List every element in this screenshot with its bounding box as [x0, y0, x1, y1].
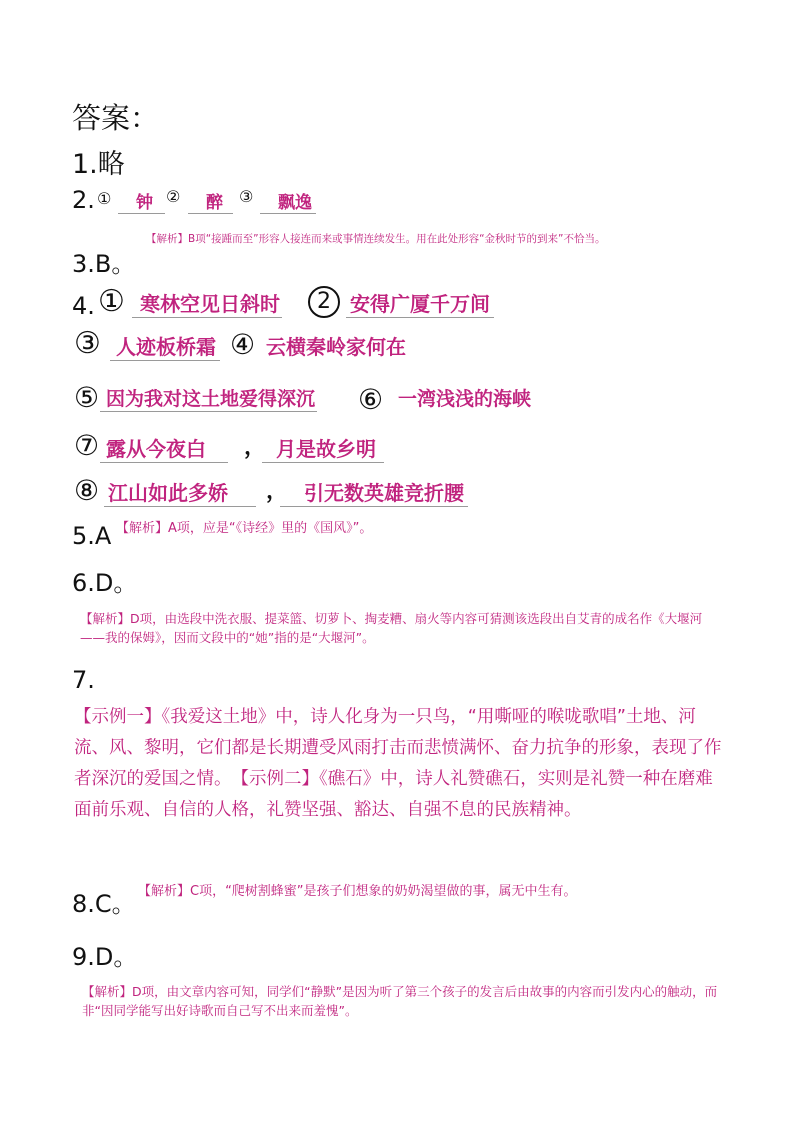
answer-blank: 钟: [118, 188, 165, 214]
comma: ，: [266, 479, 289, 504]
answer-blank: 江山如此多娇: [104, 477, 256, 507]
answer-blank: 月是故乡明: [262, 433, 384, 463]
answer-blank: 因为我对这土地爱得深沉: [100, 384, 317, 412]
circled-number: ③: [74, 326, 101, 361]
circled-number: ⑥: [358, 383, 384, 416]
page-title: 答案：: [72, 101, 160, 135]
answer-blank: 醉: [188, 188, 233, 214]
circled-number: ⑦: [74, 429, 100, 462]
explanation: 【解析】D项，由文章内容可知，同学们“静默”是因为听了第三个孩子的发言后由故事的内容而引发内心的触动，而非“因同学能写出好诗歌而自己写不出来而羞愧”。: [82, 984, 718, 1018]
circled-number: ④: [230, 328, 256, 361]
explanation: 【解析】D项，由选段中洗衣服、提菜篮、切萝卜、掏麦糟、扇火等内容可猜测该选段出自艾青的成名作《大堰河——我的保姆》，因而文段中的“她”指的是“大堰河”。: [80, 611, 703, 645]
circled-number: ①: [97, 189, 112, 208]
answer-blank: 引无数英雄竞折腰: [280, 477, 468, 507]
question-number: 4.: [72, 292, 95, 320]
circled-number: ②: [166, 187, 181, 206]
question-2: [72, 186, 95, 214]
explanation: 【解析】B项“接踵而至”形容人接连而来或事情连续发生。用在此处形容“金秋时节的到来”不恰当。: [146, 233, 606, 245]
answer-blank: 寒林空见日斜时: [132, 288, 282, 318]
question-number: 6.D。: [72, 569, 138, 597]
answer-blank: 人迹板桥霜: [110, 331, 220, 361]
question-number: 5.A: [72, 522, 112, 550]
question-number: 9.D。: [72, 943, 138, 971]
answer-text: 一湾浅浅的海峡: [398, 388, 532, 410]
explanation: 【解析】C项，“爬树割蜂蜜”是孩子们想象的奶奶渴望做的事，属无中生有。: [138, 884, 577, 899]
circled-number: ①: [98, 284, 125, 319]
question-number: 1.: [72, 149, 98, 180]
explanation: 【解析】A项，应是“《诗经》里的《国风》”。: [116, 521, 373, 536]
answer-text: 略: [97, 149, 125, 180]
question-number: 8.C。: [72, 890, 136, 918]
answer-blank: 安得广厦千万间: [346, 288, 494, 318]
circled-number: ⑧: [74, 474, 100, 507]
circled-number: ⑤: [74, 381, 100, 414]
circled-number: 2: [308, 286, 340, 318]
answer-text: 云横秦岭家何在: [266, 335, 406, 359]
comma: ，: [244, 435, 267, 460]
question-1: [72, 142, 125, 181]
question-number: 3.B。: [72, 250, 136, 278]
answer-blank: 飘逸: [260, 188, 316, 214]
question-number: 7.: [72, 666, 95, 694]
question-number: 2.: [72, 186, 95, 214]
circled-number: ③: [239, 187, 254, 206]
answer-paragraph: 【示例一】《我爱这土地》中，诗人化身为一只鸟，“用嘶哑的喉咙歌唱”土地、河流、风、黎明，它们都是长期遭受风雨打击而悲愤满怀、奋力抗争的形象，表现了作者深沉的爱国之情。 【示例二】《礁石》中，诗人礼赞礁石，实则是礼赞一种在磨难面前乐观、自信的人格，礼赞坚强、豁达、自强不息的民族精神。: [74, 707, 722, 820]
answer-blank: 露从今夜白: [100, 433, 228, 463]
